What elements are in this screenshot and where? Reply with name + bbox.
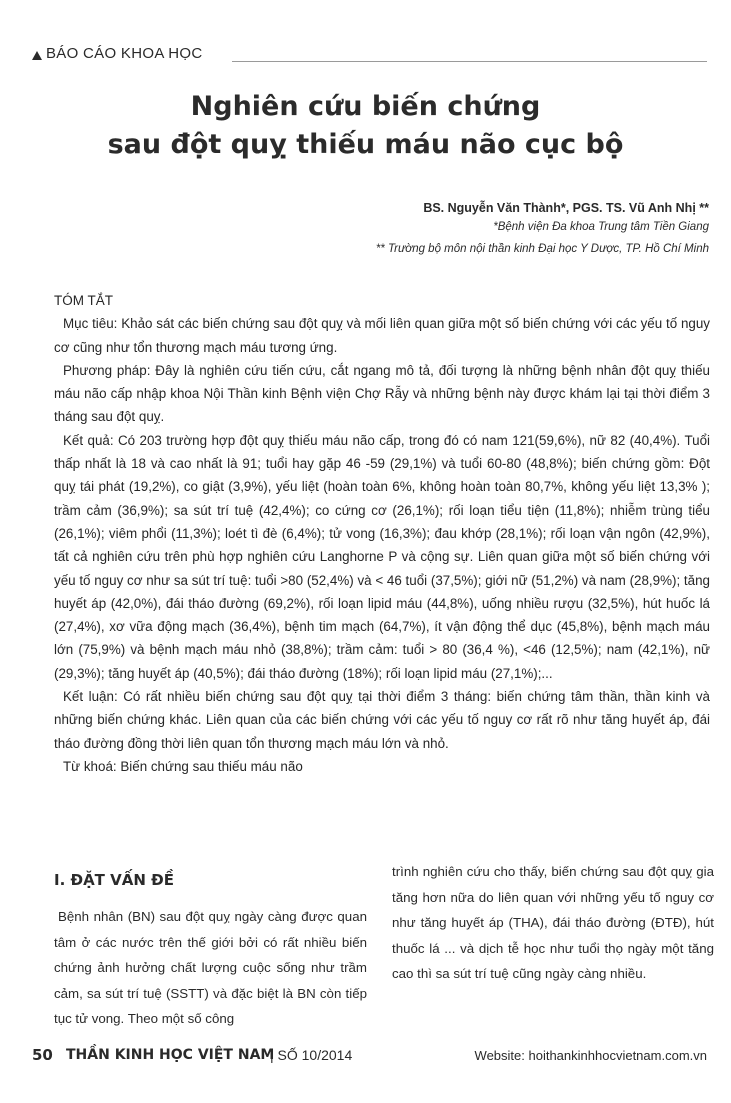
- page-number: 50: [32, 1046, 53, 1064]
- abstract-method: Phương pháp: Đây là nghiên cứu tiến cứu, cắt ngang mô tả, đối tượng là những bệnh nhân đột quỵ thiếu máu não cấp nhập khoa Nội Thần kinh Bệnh viện Chợ Rẫy và những bệnh này được khám lại tại thời điểm 3 tháng sau đột quỵ.: [54, 362, 710, 425]
- body-column-left: [54, 866, 367, 1032]
- abstract: [54, 289, 710, 778]
- body-paragraph-right: trình nghiên cứu cho thấy, biến chứng sau đột quỵ gia tăng hơn nữa do liên quan với những yếu tố nguy cơ như tăng huyết áp (THA), đái tháo đường (ĐTĐ), hút thuốc lá ... và dịch tễ học như tuổi thọ ngày một tăng cao thì sa sút trí tuệ cũng ngày càng nhiều.: [392, 864, 714, 981]
- section-heading: I. ĐẶT VẤN ĐỀ: [54, 871, 174, 889]
- abstract-heading: TÓM TẮT: [54, 293, 113, 308]
- abstract-keywords: Từ khoá: Biến chứng sau thiếu máu não: [63, 758, 303, 774]
- journal-website: Website: hoithankinhhocvietnam.com.vn: [474, 1048, 707, 1063]
- author-block: [376, 200, 709, 260]
- abstract-objective: Mục tiêu: Khảo sát các biến chứng sau đột quỵ và mối liên quan giữa một số biến chứng với các yếu tố nguy cơ cũng như tổn thương mạch máu tương ứng.: [54, 316, 710, 355]
- page-footer: [32, 1046, 707, 1066]
- journal-issue: | SỐ 10/2014: [270, 1047, 353, 1063]
- body-column-right: [392, 866, 714, 987]
- article-title: [0, 88, 731, 164]
- abstract-results: Kết quả: Có 203 trường hợp đột quỵ thiếu máu não cấp, trong đó có nam 121(59,6%), nữ 82 (40,4%). Tuổi thấp nhất là 18 và cao nhất là 91; tuổi hay gặp 46 -59 (29,1%) và tuổi 60-80 (48,8%); biến chứng gồm: Đột quỵ tái phát (19,2%), co giật (3,9%), yếu liệt (hoàn toàn 6%, không hoàn toàn 80,7%, không yếu liệt 13,3% ); trầm cảm (36,9%); sa sút trí tuệ (42,4%); co cứng cơ (26,1%); rối loạn tiểu tiện (11,8%); nhiễm trùng tiểu (26,1%); viêm phổi (11,3%); loét tì đè (6,4%); tử vong (16,3%); đau khớp (28,1%); rối loạn vận ngôn (42,9%), tất cả nghiên cứu trên phù hợp nghiên cứu Langhorne P và cộng sự. Liên quan giữa một số biến chứng với yếu tố nguy cơ như sa sút trí tuệ: tuổi >80 (52,4%) và < 46 tuổi (37,5%); giới nữ (51,2%) và nam (28,9%); tăng huyết áp (42,0%), đái tháo đường (69,2%), rối loạn lipid máu (44,8%), uống nhiều rượu (32,5%), hút huốc lá (27,4%), xơ vữa động mạch (36,4%), bệnh tim mạch (64,7%), ít vận động thể dục (45,8%), bệnh mạch máu lớn (75,9%) và bệnh mạch máu nhỏ (38,8%); trầm cảm: tuổi > 80 (36,4 %), <46 (12,5%); nam (42,1%), nữ (29,3%); tăng huyết áp (40,5%); đái tháo đường (18%); rối loạn lipid máu (27,1%);...: [54, 432, 710, 681]
- section-label: BÁO CÁO KHOA HỌC: [46, 45, 203, 62]
- affiliation-2: ** Trường bộ môn nội thần kinh Đại học Y Dược, TP. Hồ Chí Minh: [375, 243, 709, 255]
- abstract-conclusion: Kết luận: Có rất nhiều biến chứng sau đột quỵ tại thời điểm 3 tháng: biến chứng tâm thần, thần kinh và những biến chứng khác. Liên quan của các biến chứng với các yếu tố nguy cơ rất rõ như tăng huyết áp, đái tháo đường đồng thời liên quan tổn thương mạch máu lớn và nhỏ.: [54, 689, 710, 751]
- body-paragraph-left: Bệnh nhân (BN) sau đột quỵ ngày càng được quan tâm ở các nước trên thế giới bởi có rất nhiều biến chứng ảnh hưởng chất lượng cuộc sống như trầm cảm, sa sút trí tuệ (SSTT) và đặc biệt là BN còn tiếp tục tử vong. Theo một số công: [54, 909, 367, 1026]
- header-rule: [232, 61, 707, 62]
- title-line-2: sau đột quỵ thiếu máu não cục bộ: [107, 129, 624, 160]
- triangle-icon: [32, 51, 42, 60]
- affiliation-1: *Bệnh viện Đa khoa Trung tâm Tiền Giang: [493, 221, 709, 233]
- running-header: [32, 44, 707, 66]
- title-line-1: Nghiên cứu biến chứng: [190, 91, 541, 122]
- journal-name: THẦN KINH HỌC VIỆT NAM: [66, 1047, 275, 1063]
- author-names: BS. Nguyễn Văn Thành*, PGS. TS. Vũ Anh Nhị **: [423, 201, 709, 215]
